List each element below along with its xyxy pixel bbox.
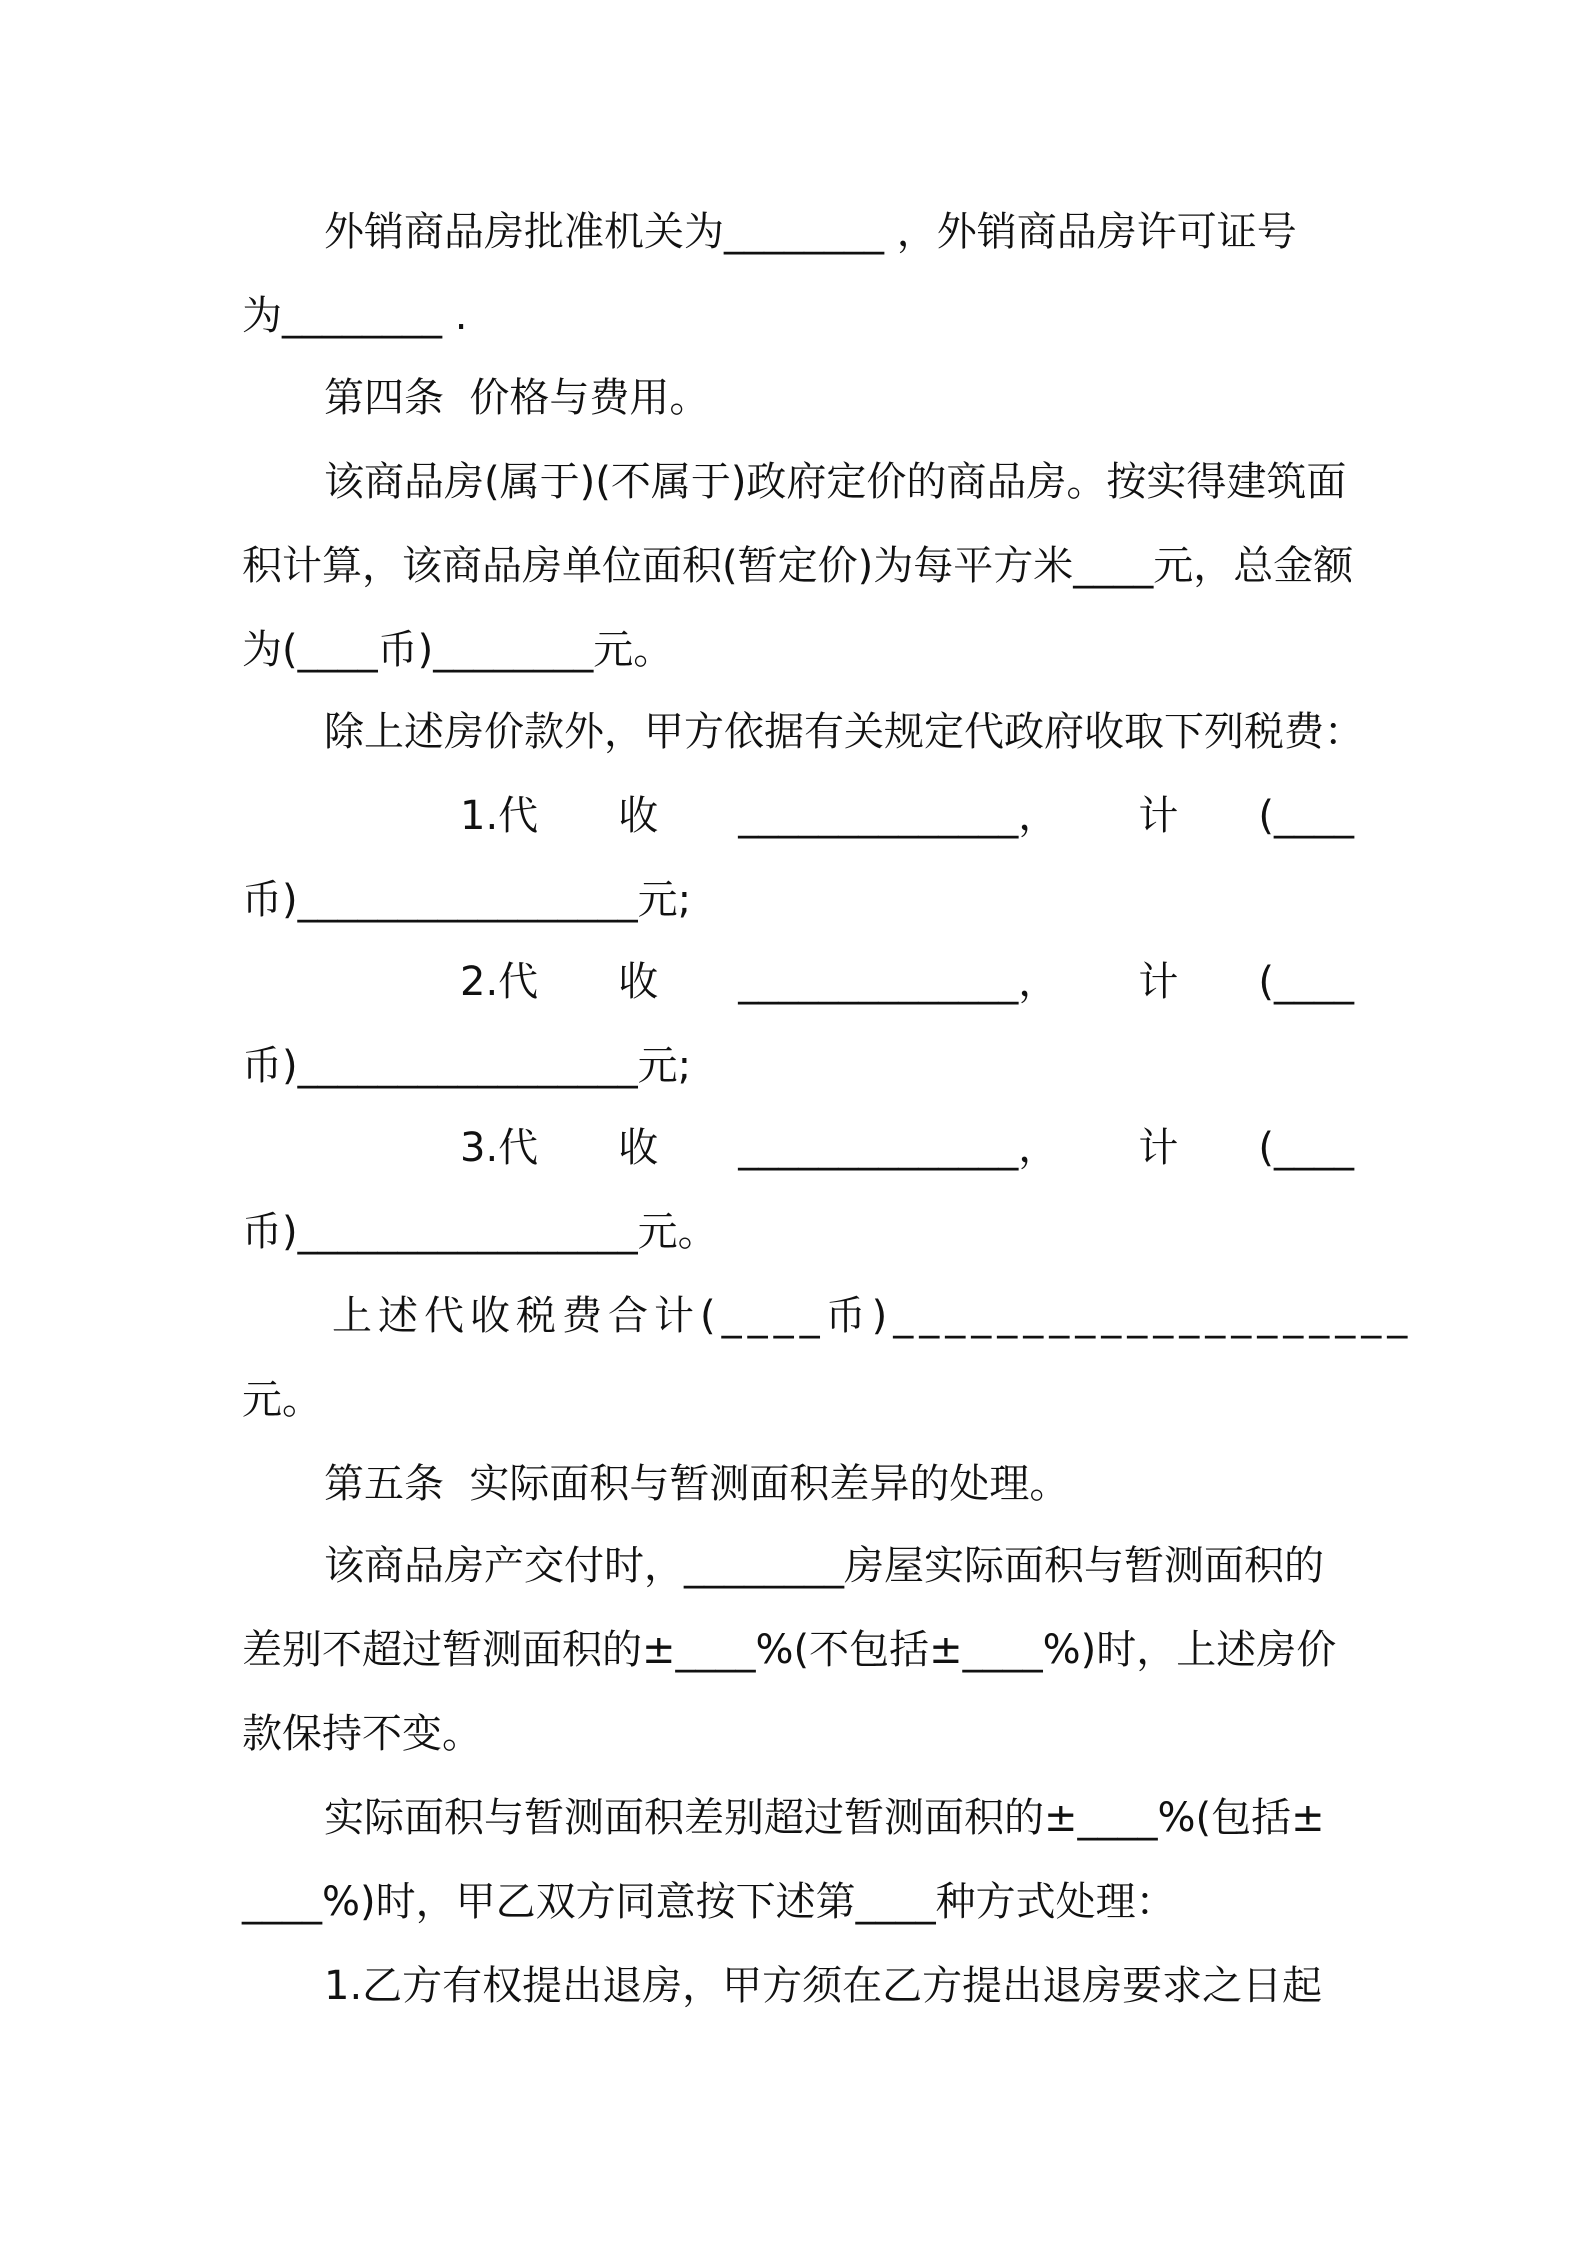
price-paragraph-line-3: 为(____币)________元。 <box>242 627 674 673</box>
license-number-line: 为________ . <box>242 293 468 339</box>
tax-item-2-amount-line: 币)_________________元; <box>242 1043 692 1089</box>
tax-item-blank: ______________， <box>738 959 1059 1005</box>
tax-item-1-amount-line: 币)_________________元; <box>242 877 692 923</box>
tax-item-number: 2.代 <box>460 959 539 1005</box>
tax-item-number: 1.代 <box>460 793 539 839</box>
tax-item-blank: ______________， <box>738 793 1059 839</box>
area-paragraph-line-3: 款保持不变。 <box>242 1711 482 1757</box>
tax-item-1-line <box>460 790 1354 842</box>
area-paragraph-line-2: 差别不超过暂测面积的±____%(不包括±____%)时，上述房价 <box>242 1627 1337 1673</box>
tax-item-collect: 收 <box>618 1125 659 1171</box>
article-4-heading: 第四条 价格与费用。 <box>324 375 710 421</box>
tax-item-currency-open: (____ <box>1258 793 1354 839</box>
excess-paragraph-line-1: 实际面积与暂测面积差别超过暂测面积的±____%(包括± <box>324 1795 1325 1841</box>
tax-item-3-line <box>460 1122 1354 1174</box>
price-paragraph-line-2: 积计算，该商品房单位面积(暂定价)为每平方米____元，总金额 <box>242 543 1354 589</box>
tax-item-collect: 收 <box>618 793 659 839</box>
approval-authority-line: 外销商品房批准机关为________ ，外销商品房许可证号 <box>324 209 1297 255</box>
tax-total-unit-line: 元。 <box>242 1377 322 1423</box>
tax-item-amount-label: 计 <box>1138 959 1179 1005</box>
tax-item-currency-open: (____ <box>1258 1125 1354 1171</box>
option-1-line: 1.乙方有权提出退房，甲方须在乙方提出退房要求之日起 <box>324 1963 1323 2009</box>
tax-item-currency-open: (____ <box>1258 959 1354 1005</box>
excess-paragraph-line-2: ____%)时，甲乙双方同意按下述第____种方式处理： <box>242 1879 1176 1925</box>
tax-item-collect: 收 <box>618 959 659 1005</box>
tax-item-2-line <box>460 956 1354 1008</box>
area-paragraph-line-1: 该商品房产交付时，________房屋实际面积与暂测面积的 <box>324 1543 1324 1589</box>
tax-item-amount-label: 计 <box>1138 793 1179 839</box>
taxes-intro-line: 除上述房价款外，甲方依据有关规定代政府收取下列税费： <box>324 709 1364 755</box>
tax-item-3-amount-line: 币)_________________元。 <box>242 1209 718 1255</box>
price-paragraph-line-1: 该商品房(属于)(不属于)政府定价的商品房。按实得建筑面 <box>324 459 1347 505</box>
tax-item-amount-label: 计 <box>1138 1125 1179 1171</box>
tax-total-line: 上述代收税费合计(____币)____________________ <box>332 1293 1414 1339</box>
tax-item-blank: ______________， <box>738 1125 1059 1171</box>
article-5-heading: 第五条 实际面积与暂测面积差异的处理。 <box>324 1461 1070 1507</box>
tax-item-number: 3.代 <box>460 1125 539 1171</box>
